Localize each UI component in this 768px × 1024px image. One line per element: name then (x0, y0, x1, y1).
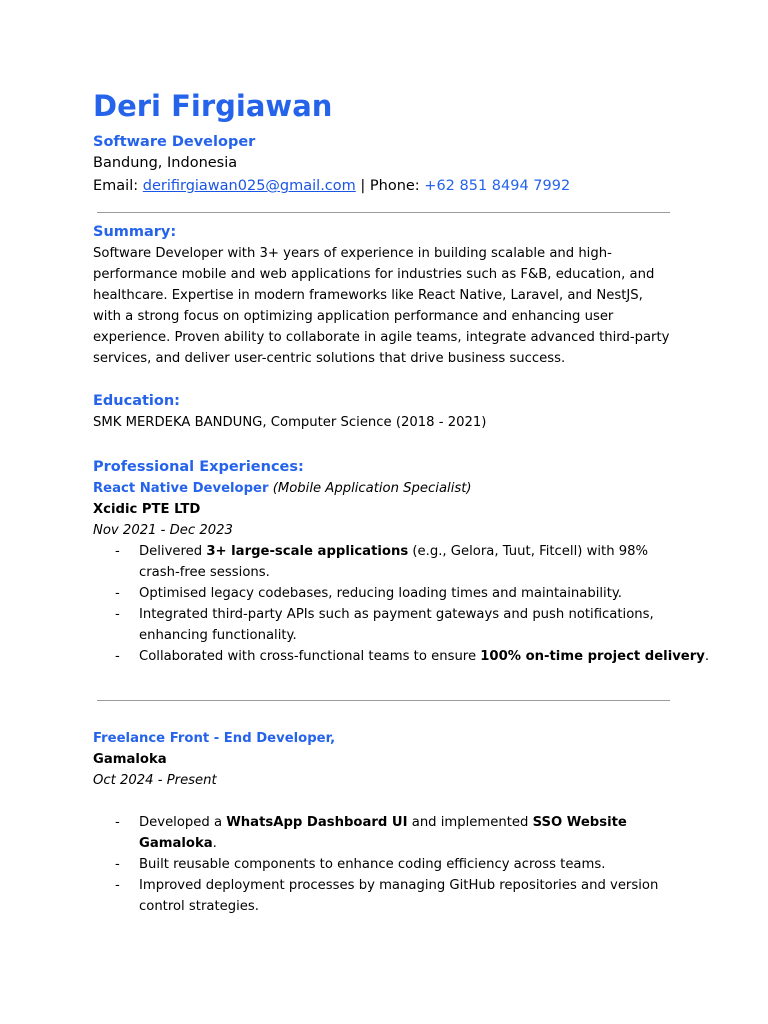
bullet-dash: - (115, 544, 120, 559)
bullet-dash: - (115, 586, 120, 601)
education-text: SMK MERDEKA BANDUNG, Computer Science (2018 - 2021) (93, 415, 487, 430)
experience-heading: Professional Experiences: (93, 459, 304, 475)
summary-text: Software Developer with 3+ years of experience in building scalable and high-performance mobile and web applications for industries such as F&B, education, and healthcare. Expertise in modern frameworks like React Native, Laravel, and NestJS, with a strong focus on optimizing application performance and enhancing user experience. Proven ability to collaborate in agile teams, integrate advanced third-party services, and deliver user-centric solutions that drive business success. (93, 246, 670, 366)
job-divider (97, 700, 670, 701)
job-bullets-1 (93, 541, 710, 667)
job-role-1: React Native Developer (93, 481, 269, 496)
candidate-location: Bandung, Indonesia (93, 155, 238, 171)
email-label: Email: (93, 178, 143, 194)
bullet-dash: - (115, 857, 120, 872)
header-divider (97, 212, 670, 213)
job-bullets-2 (93, 812, 683, 917)
list-item: - Built reusable components to enhance coding efficiency across teams. (93, 854, 683, 875)
job-title-1 (93, 478, 683, 499)
contact-line (93, 175, 683, 198)
list-item: - Optimised legacy codebases, reducing loading times and maintainability. (93, 583, 683, 604)
bullet-dash: - (115, 878, 120, 893)
bullet-dash: - (115, 649, 120, 664)
job-role-note-1: (Mobile Application Specialist) (268, 481, 472, 496)
job-company-2: Gamaloka (93, 752, 167, 767)
list-item: - Collaborated with cross-functional teams to ensure 100% on-time project delivery. (93, 646, 683, 667)
list-item: - Improved deployment processes by managing GitHub repositories and version control strategies. (93, 875, 683, 917)
job-company-1: Xcidic PTE LTD (93, 502, 201, 517)
list-item: - Delivered 3+ large-scale applications (e.g., Gelora, Tuut, Fitcell) with 98% crash-free sessions. (93, 541, 683, 583)
job-dates-2: Oct 2024 - Present (93, 773, 217, 788)
phone-label: | Phone: (355, 178, 425, 194)
list-item: - Developed a WhatsApp Dashboard UI and implemented SSO Website Gamaloka. (93, 812, 683, 854)
bullet-dash: - (115, 815, 120, 830)
candidate-name: Deri Firgiawan (93, 89, 333, 123)
phone-number: +62 851 8494 7992 (424, 178, 571, 194)
job-dates-1: Nov 2021 - Dec 2023 (93, 523, 233, 538)
summary-heading: Summary: (93, 224, 177, 240)
job-role-2: Freelance Front - End Developer, (93, 731, 336, 746)
bullet-dash: - (115, 607, 120, 622)
email-link[interactable]: derifirgiawan025@gmail.com (142, 178, 356, 194)
education-heading: Education: (93, 393, 180, 409)
list-item: - Integrated third-party APIs such as payment gateways and push notifications, enhancing functionality. (93, 604, 683, 646)
job-title-2 (93, 728, 683, 749)
resume-page (93, 88, 710, 917)
candidate-title: Software Developer (93, 134, 256, 150)
